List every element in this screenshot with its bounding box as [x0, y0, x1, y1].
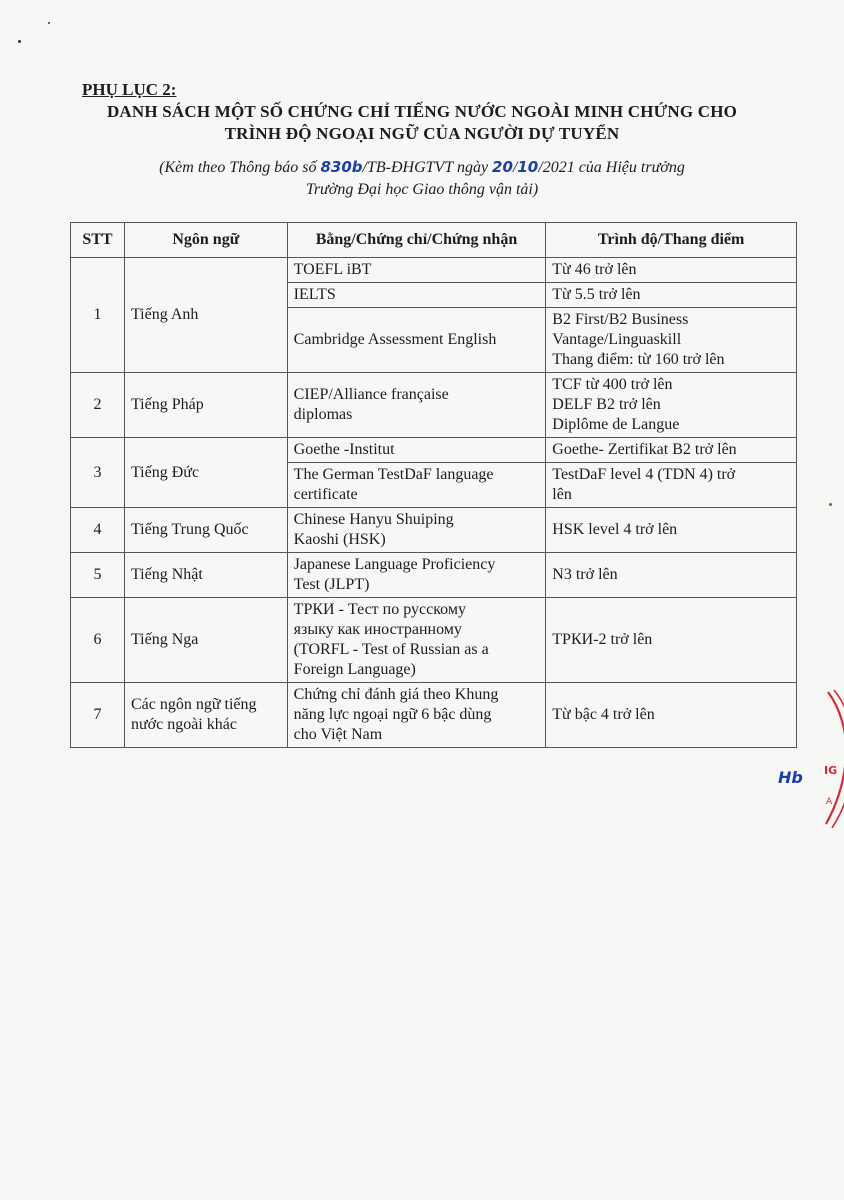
document-title-line-2: TRÌNH ĐỘ NGOẠI NGỮ CỦA NGƯỜI DỰ TUYỂN [224, 124, 620, 143]
certificate-cell [287, 308, 546, 373]
language-name: Tiếng Pháp [130, 396, 204, 413]
language-cell [124, 258, 287, 373]
level-line: Thang điểm: từ 160 trở lên [552, 351, 725, 368]
subtitle-notice-code: /TB-ĐHGTVT ngày [362, 159, 493, 176]
handwritten-day: 20 [492, 158, 513, 176]
level-line: Goethe- Zertifikat B2 trở lên [552, 441, 737, 458]
svg-text:A: A [826, 797, 833, 807]
table-row [71, 258, 797, 283]
language-name: Các ngôn ngữ tiếng [130, 696, 257, 713]
certificate-line: Chứng chỉ đánh giá theo Khung [293, 686, 499, 703]
certificate-line: Chinese Hanyu Shuiping [293, 511, 454, 528]
level-line: Từ bậc 4 trở lên [552, 706, 655, 723]
certificate-line: CIEP/Alliance française [293, 386, 449, 403]
stt-cell: 1 [71, 258, 125, 373]
svg-text:IG: IG [824, 764, 838, 777]
language-name: Tiếng Đức [130, 463, 200, 481]
handwritten-notice-number: 830b [320, 158, 363, 176]
column-header-level: Trình độ/Thang điểm [546, 223, 797, 258]
certificate-line: năng lực ngoại ngữ 6 bậc dùng [293, 706, 492, 723]
certificate-cell [287, 598, 546, 683]
column-header-language: Ngôn ngữ [124, 223, 287, 258]
level-cell [546, 683, 797, 748]
scan-speck [829, 503, 832, 506]
certificate-table [70, 222, 797, 748]
stt-cell: 6 [71, 598, 125, 683]
scan-speck [18, 40, 21, 43]
certificate-cell [287, 438, 546, 463]
language-cell [124, 438, 287, 508]
level-cell [546, 258, 797, 283]
level-line: Vantage/Linguaskill [552, 331, 682, 348]
stt-cell: 7 [71, 683, 125, 748]
certificate-line: Test (JLPT) [293, 576, 370, 593]
level-cell [546, 438, 797, 463]
language-name: Tiếng Nga [130, 631, 199, 648]
language-name: Tiếng Anh [130, 306, 199, 323]
certificate-line: certificate [293, 486, 358, 503]
subtitle-line-1 [0, 158, 844, 177]
handwritten-initials: Hb [778, 768, 803, 787]
column-header-certificate: Bằng/Chứng chỉ/Chứng nhận [287, 223, 546, 258]
stt-cell: 3 [71, 438, 125, 508]
certificate-line: ТРКИ - Тест по русскому [293, 601, 466, 618]
stt-cell: 4 [71, 508, 125, 553]
stt-cell: 5 [71, 553, 125, 598]
level-line: Từ 46 trở lên [552, 261, 637, 278]
certificate-line: IELTS [293, 286, 336, 303]
level-cell [546, 553, 797, 598]
language-cell [124, 508, 287, 553]
level-line: DELF B2 trở lên [552, 396, 661, 413]
level-line: Từ 5.5 trở lên [552, 286, 641, 303]
certificate-line: Foreign Language) [293, 661, 416, 678]
level-line: TCF từ 400 trở lên [552, 376, 673, 393]
date-separator: / [512, 159, 518, 176]
scan-speck [48, 22, 50, 24]
certificate-line: cho Việt Nam [293, 726, 383, 743]
certificate-cell [287, 258, 546, 283]
document-title-line-1: DANH SÁCH MỘT SỐ CHỨNG CHỈ TIẾNG NƯỚC NGOÀI MINH CHỨNG CHO [106, 102, 738, 121]
subtitle-suffix: /2021 của Hiệu trưởng [538, 159, 685, 176]
level-line: TestDaF level 4 (TDN 4) trở [552, 466, 736, 483]
certificate-cell [287, 508, 546, 553]
table-body [71, 258, 797, 748]
level-cell [546, 283, 797, 308]
level-cell [546, 508, 797, 553]
certificate-line: Kaoshi (HSK) [293, 531, 386, 548]
level-cell [546, 598, 797, 683]
level-line: HSK level 4 trở lên [552, 521, 678, 538]
certificate-line: (TORFL - Test of Russian as a [293, 641, 489, 658]
column-header-stt: STT [71, 223, 125, 258]
language-name: Tiếng Trung Quốc [130, 521, 249, 538]
appendix-label: PHỤ LỤC 2: [82, 80, 177, 99]
certificate-cell [287, 373, 546, 438]
table-row [71, 373, 797, 438]
subtitle-prefix: (Kèm theo Thông báo số [159, 159, 321, 176]
table-row [71, 438, 797, 463]
red-stamp-seal [820, 688, 844, 828]
language-name: Tiếng Nhật [130, 566, 203, 583]
language-cell [124, 373, 287, 438]
language-cell [124, 598, 287, 683]
table-header-row [71, 223, 797, 258]
certificate-line: Japanese Language Proficiency [293, 556, 496, 573]
stt-cell: 2 [71, 373, 125, 438]
level-line: Diplôme de Langue [552, 416, 680, 433]
level-line: ТРКИ-2 trở lên [552, 631, 653, 648]
certificate-cell [287, 463, 546, 508]
table-row [71, 598, 797, 683]
level-line: B2 First/B2 Business [552, 311, 689, 328]
table-row [71, 508, 797, 553]
certificate-cell [287, 283, 546, 308]
certificate-line: diplomas [293, 406, 353, 423]
certificate-line: Goethe -Institut [293, 441, 395, 458]
language-cell [124, 553, 287, 598]
certificate-cell [287, 553, 546, 598]
subtitle-line-2: Trường Đại học Giao thông vận tải) [305, 181, 539, 198]
level-line: N3 trở lên [552, 566, 618, 583]
level-cell [546, 463, 797, 508]
level-cell [546, 308, 797, 373]
certificate-cell [287, 683, 546, 748]
certificate-line: The German TestDaF language [293, 466, 494, 483]
table-row [71, 683, 797, 748]
language-name: nước ngoài khác [130, 716, 237, 733]
certificate-line: TOEFL iBT [293, 261, 372, 278]
certificate-line: языку как иностранному [293, 621, 462, 638]
table-row [71, 553, 797, 598]
level-cell [546, 373, 797, 438]
certificate-line: Cambridge Assessment English [293, 331, 497, 348]
handwritten-month: 10 [517, 158, 539, 176]
level-line: lên [552, 486, 572, 503]
language-cell [124, 683, 287, 748]
